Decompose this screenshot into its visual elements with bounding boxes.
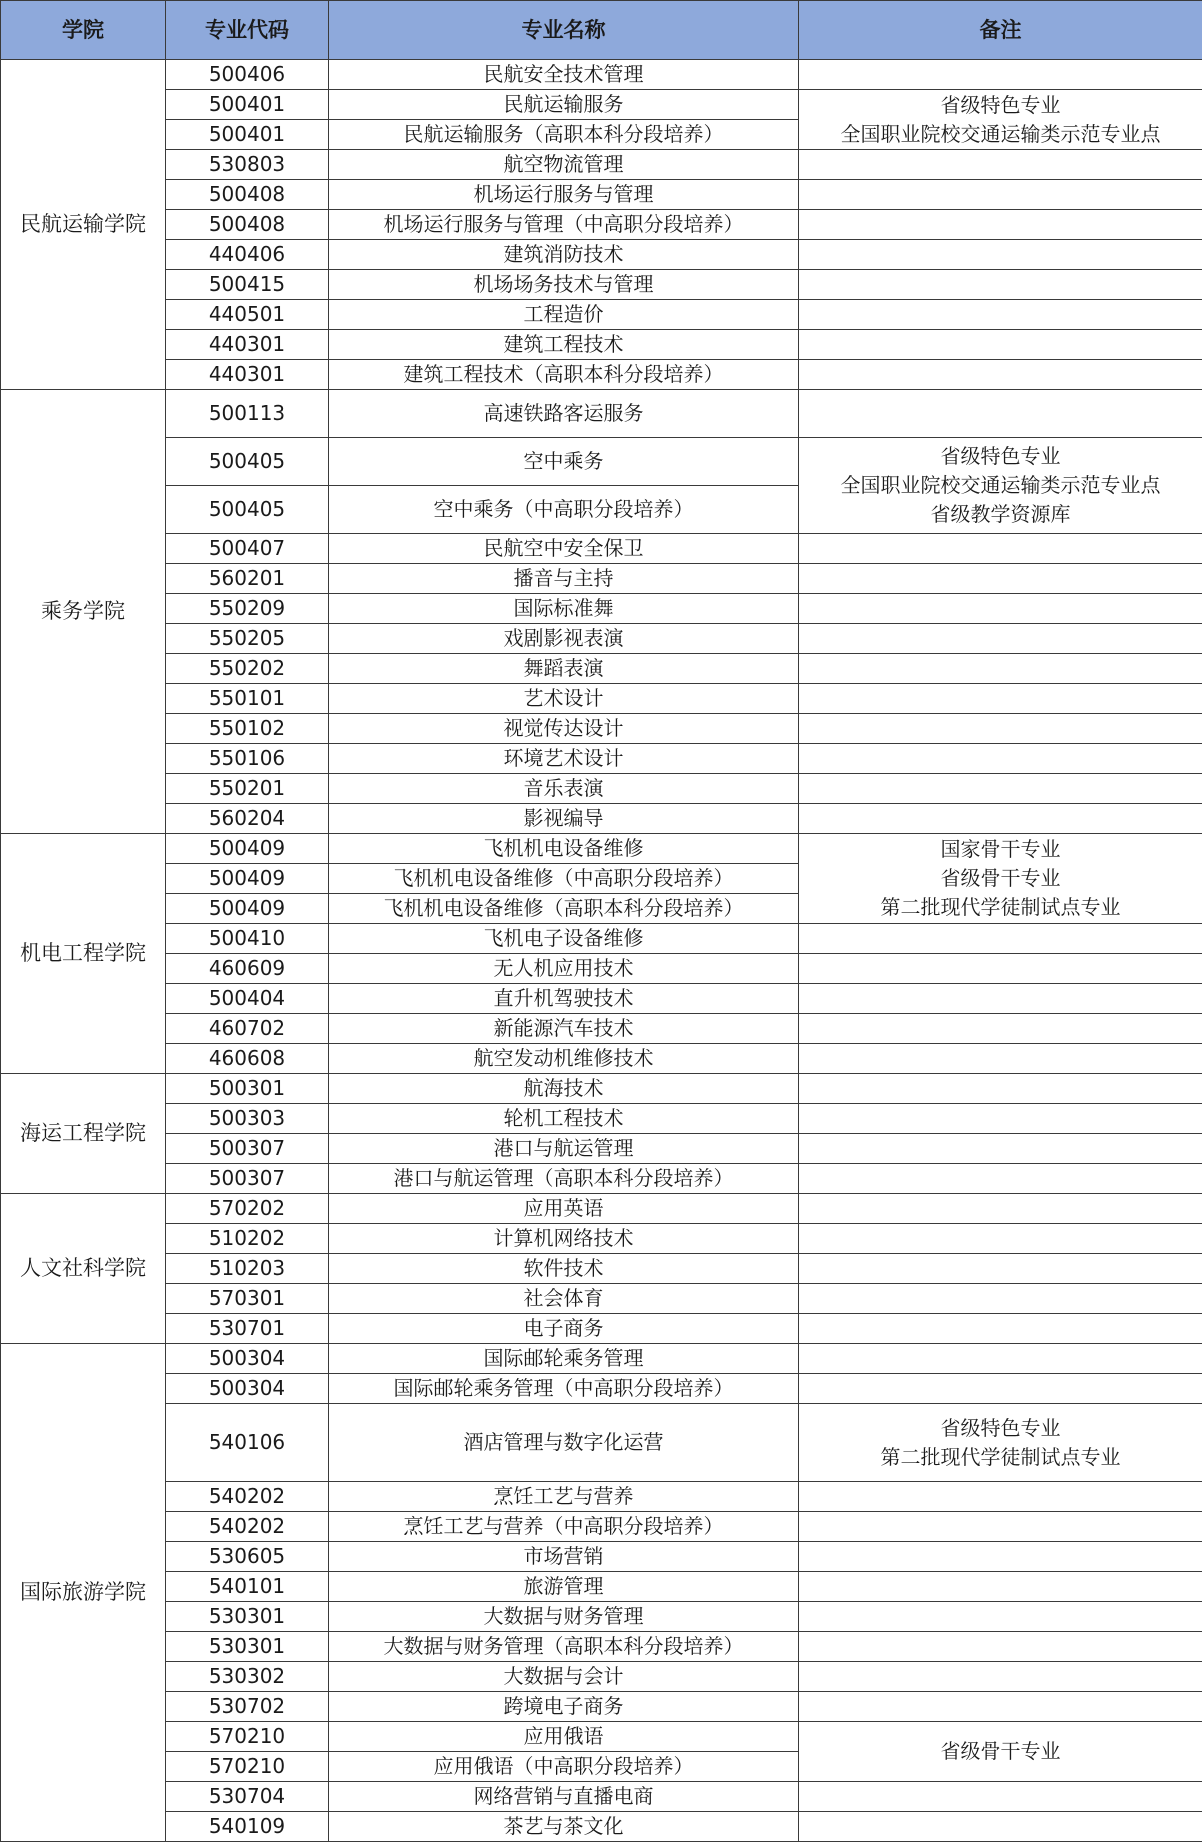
major-name-cell: 民航运输服务 (329, 90, 799, 120)
major-name-cell: 大数据与会计 (329, 1662, 799, 1692)
remark-line: 第二批现代学徒制试点专业 (799, 893, 1202, 922)
table-row (1, 1482, 1202, 1512)
table-row (1, 360, 1202, 390)
table-row (1, 774, 1202, 804)
major-code-cell: 530704 (166, 1782, 329, 1812)
major-name-cell: 港口与航运管理 (329, 1134, 799, 1164)
remark-cell (799, 534, 1202, 564)
remark-cell (799, 1572, 1202, 1602)
major-name-cell: 空中乘务（中高职分段培养） (329, 486, 799, 534)
remark-cell (799, 984, 1202, 1014)
major-name-cell: 影视编导 (329, 804, 799, 834)
table-row (1, 180, 1202, 210)
major-name-cell: 飞机机电设备维修 (329, 834, 799, 864)
major-code-cell: 550202 (166, 654, 329, 684)
major-name-cell: 机场场务技术与管理 (329, 270, 799, 300)
table-row (1, 984, 1202, 1014)
remark-line: 国家骨干专业 (799, 835, 1202, 864)
major-name-cell: 轮机工程技术 (329, 1104, 799, 1134)
major-code-cell: 510203 (166, 1254, 329, 1284)
table-row (1, 1164, 1202, 1194)
table-row (1, 330, 1202, 360)
major-code-cell: 570301 (166, 1284, 329, 1314)
remark-cell (799, 1632, 1202, 1662)
major-name-cell: 国际邮轮乘务管理（中高职分段培养） (329, 1374, 799, 1404)
table-row (1, 1572, 1202, 1602)
major-code-cell: 500405 (166, 486, 329, 534)
major-code-cell: 570210 (166, 1752, 329, 1782)
major-name-cell: 国际邮轮乘务管理 (329, 1344, 799, 1374)
major-name-cell: 港口与航运管理（高职本科分段培养） (329, 1164, 799, 1194)
remark-cell (799, 1044, 1202, 1074)
major-code-cell: 570210 (166, 1722, 329, 1752)
remark-cell (799, 1224, 1202, 1254)
major-code-cell: 540202 (166, 1512, 329, 1542)
major-code-cell: 500409 (166, 864, 329, 894)
major-code-cell: 540101 (166, 1572, 329, 1602)
remark-cell (799, 1374, 1202, 1404)
major-name-cell: 空中乘务 (329, 438, 799, 486)
remark-cell (799, 1692, 1202, 1722)
table-row (1, 1074, 1202, 1104)
major-name-cell: 环境艺术设计 (329, 744, 799, 774)
college-cell: 人文社科学院 (1, 1194, 166, 1344)
major-code-cell: 500401 (166, 120, 329, 150)
major-code-cell: 500113 (166, 390, 329, 438)
remark-cell (799, 564, 1202, 594)
major-name-cell: 新能源汽车技术 (329, 1014, 799, 1044)
major-code-cell: 530702 (166, 1692, 329, 1722)
remark-cell (799, 1404, 1202, 1482)
major-code-cell: 500401 (166, 90, 329, 120)
remark-cell (799, 330, 1202, 360)
remark-cell (799, 1104, 1202, 1134)
major-code-cell: 500406 (166, 60, 329, 90)
major-code-cell: 500408 (166, 210, 329, 240)
table-row (1, 438, 1202, 486)
major-name-cell: 跨境电子商务 (329, 1692, 799, 1722)
header-college: 学院 (1, 1, 166, 60)
table-row (1, 1512, 1202, 1542)
major-name-cell: 烹饪工艺与营养 (329, 1482, 799, 1512)
major-code-cell: 500304 (166, 1344, 329, 1374)
table-row (1, 240, 1202, 270)
major-name-cell: 民航安全技术管理 (329, 60, 799, 90)
major-code-cell: 540202 (166, 1482, 329, 1512)
remark-cell (799, 360, 1202, 390)
remark-line: 省级特色专业 (799, 91, 1202, 120)
remark-cell (799, 1284, 1202, 1314)
major-code-cell: 530301 (166, 1602, 329, 1632)
major-code-cell: 500301 (166, 1074, 329, 1104)
table-row (1, 594, 1202, 624)
remark-cell (799, 1314, 1202, 1344)
remark-line: 省级教学资源库 (799, 500, 1202, 529)
major-name-cell: 旅游管理 (329, 1572, 799, 1602)
table-row (1, 1404, 1202, 1482)
remark-cell (799, 1662, 1202, 1692)
major-name-cell: 机场运行服务与管理（中高职分段培养） (329, 210, 799, 240)
remark-cell (799, 1602, 1202, 1632)
major-code-cell: 500307 (166, 1134, 329, 1164)
major-name-cell: 网络营销与直播电商 (329, 1782, 799, 1812)
major-code-cell: 500408 (166, 180, 329, 210)
table-row (1, 804, 1202, 834)
header-code: 专业代码 (166, 1, 329, 60)
remark-cell (799, 954, 1202, 984)
header-row (1, 1, 1202, 60)
remark-cell (799, 624, 1202, 654)
major-code-cell: 440301 (166, 330, 329, 360)
major-code-cell: 540109 (166, 1812, 329, 1842)
major-code-cell: 500405 (166, 438, 329, 486)
major-code-cell: 500407 (166, 534, 329, 564)
major-name-cell: 大数据与财务管理 (329, 1602, 799, 1632)
remark-line: 省级骨干专业 (799, 864, 1202, 893)
table-row (1, 1284, 1202, 1314)
remark-cell (799, 684, 1202, 714)
table-row (1, 1722, 1202, 1752)
remark-cell (799, 834, 1202, 924)
remark-cell (799, 594, 1202, 624)
major-name-cell: 视觉传达设计 (329, 714, 799, 744)
remark-line: 省级骨干专业 (799, 1737, 1202, 1766)
major-name-cell: 大数据与财务管理（高职本科分段培养） (329, 1632, 799, 1662)
header-remark: 备注 (799, 1, 1202, 60)
major-name-cell: 建筑消防技术 (329, 240, 799, 270)
major-code-cell: 510202 (166, 1224, 329, 1254)
remark-cell (799, 1074, 1202, 1104)
college-cell: 民航运输学院 (1, 60, 166, 390)
major-name-cell: 戏剧影视表演 (329, 624, 799, 654)
major-code-cell: 440301 (166, 360, 329, 390)
table-row (1, 654, 1202, 684)
remark-cell (799, 1722, 1202, 1782)
remark-cell (799, 804, 1202, 834)
remark-cell (799, 714, 1202, 744)
college-cell: 机电工程学院 (1, 834, 166, 1074)
major-code-cell: 560204 (166, 804, 329, 834)
remark-cell (799, 210, 1202, 240)
major-code-cell: 570202 (166, 1194, 329, 1224)
table-row (1, 954, 1202, 984)
remark-cell (799, 744, 1202, 774)
major-name-cell: 工程造价 (329, 300, 799, 330)
remark-cell (799, 1254, 1202, 1284)
remark-cell (799, 270, 1202, 300)
remark-cell (799, 438, 1202, 534)
table-row (1, 1194, 1202, 1224)
table-row (1, 1692, 1202, 1722)
major-code-cell: 550101 (166, 684, 329, 714)
remark-cell (799, 1812, 1202, 1842)
table-row (1, 684, 1202, 714)
major-name-cell: 社会体育 (329, 1284, 799, 1314)
table-row (1, 300, 1202, 330)
remark-cell (799, 924, 1202, 954)
major-code-cell: 500404 (166, 984, 329, 1014)
major-code-cell: 500303 (166, 1104, 329, 1134)
table-row (1, 1104, 1202, 1134)
table-row (1, 714, 1202, 744)
major-code-cell: 500304 (166, 1374, 329, 1404)
remark-cell (799, 180, 1202, 210)
major-name-cell: 航空发动机维修技术 (329, 1044, 799, 1074)
major-code-cell: 500410 (166, 924, 329, 954)
remark-line: 全国职业院校交通运输类示范专业点 (799, 471, 1202, 500)
remark-cell (799, 150, 1202, 180)
remark-line: 全国职业院校交通运输类示范专业点 (799, 120, 1202, 149)
major-code-cell: 460608 (166, 1044, 329, 1074)
major-name-cell: 机场运行服务与管理 (329, 180, 799, 210)
major-code-cell: 550102 (166, 714, 329, 744)
table-row (1, 924, 1202, 954)
table-row (1, 534, 1202, 564)
table-row (1, 564, 1202, 594)
college-cell: 国际旅游学院 (1, 1344, 166, 1842)
table-row (1, 1662, 1202, 1692)
major-name-cell: 无人机应用技术 (329, 954, 799, 984)
table-row (1, 1044, 1202, 1074)
major-name-cell: 飞机机电设备维修（中高职分段培养） (329, 864, 799, 894)
major-name-cell: 音乐表演 (329, 774, 799, 804)
major-name-cell: 民航空中安全保卫 (329, 534, 799, 564)
remark-line: 省级特色专业 (799, 1414, 1202, 1443)
major-code-cell: 530605 (166, 1542, 329, 1572)
major-code-cell: 530803 (166, 150, 329, 180)
table-row (1, 624, 1202, 654)
major-name-cell: 艺术设计 (329, 684, 799, 714)
major-code-cell: 500409 (166, 834, 329, 864)
table-row (1, 1632, 1202, 1662)
remark-cell (799, 1194, 1202, 1224)
table-row (1, 1782, 1202, 1812)
major-name-cell: 直升机驾驶技术 (329, 984, 799, 1014)
major-name-cell: 播音与主持 (329, 564, 799, 594)
remark-cell (799, 774, 1202, 804)
header-name: 专业名称 (329, 1, 799, 60)
major-name-cell: 应用俄语（中高职分段培养） (329, 1752, 799, 1782)
major-code-cell: 550106 (166, 744, 329, 774)
table-row (1, 390, 1202, 438)
major-name-cell: 烹饪工艺与营养（中高职分段培养） (329, 1512, 799, 1542)
major-name-cell: 国际标准舞 (329, 594, 799, 624)
major-name-cell: 市场营销 (329, 1542, 799, 1572)
major-code-cell: 500409 (166, 894, 329, 924)
major-name-cell: 建筑工程技术（高职本科分段培养） (329, 360, 799, 390)
major-name-cell: 软件技术 (329, 1254, 799, 1284)
major-name-cell: 酒店管理与数字化运营 (329, 1404, 799, 1482)
table-row (1, 90, 1202, 120)
major-code-cell: 550201 (166, 774, 329, 804)
table-row (1, 1134, 1202, 1164)
major-code-cell: 500307 (166, 1164, 329, 1194)
table-row (1, 744, 1202, 774)
table-row (1, 1344, 1202, 1374)
remark-cell (799, 1014, 1202, 1044)
remark-cell (799, 1482, 1202, 1512)
major-code-cell: 560201 (166, 564, 329, 594)
table-row (1, 150, 1202, 180)
table-body (1, 60, 1202, 1842)
college-cell: 乘务学院 (1, 390, 166, 834)
major-name-cell: 茶艺与茶文化 (329, 1812, 799, 1842)
table-row (1, 1014, 1202, 1044)
major-name-cell: 舞蹈表演 (329, 654, 799, 684)
major-code-cell: 460702 (166, 1014, 329, 1044)
table-row (1, 1602, 1202, 1632)
major-code-cell: 550209 (166, 594, 329, 624)
remark-cell (799, 390, 1202, 438)
remark-cell (799, 60, 1202, 90)
major-name-cell: 应用英语 (329, 1194, 799, 1224)
table-row (1, 834, 1202, 864)
major-code-cell: 440501 (166, 300, 329, 330)
table-row (1, 1254, 1202, 1284)
remark-cell (799, 1782, 1202, 1812)
remark-cell (799, 300, 1202, 330)
major-name-cell: 高速铁路客运服务 (329, 390, 799, 438)
major-code-cell: 530302 (166, 1662, 329, 1692)
college-cell: 海运工程学院 (1, 1074, 166, 1194)
table-row (1, 1314, 1202, 1344)
table-row (1, 60, 1202, 90)
remark-line: 第二批现代学徒制试点专业 (799, 1443, 1202, 1472)
remark-cell (799, 1164, 1202, 1194)
table-row (1, 1224, 1202, 1254)
major-name-cell: 航空物流管理 (329, 150, 799, 180)
major-code-cell: 460609 (166, 954, 329, 984)
major-name-cell: 航海技术 (329, 1074, 799, 1104)
remark-line: 省级特色专业 (799, 442, 1202, 471)
remark-cell (799, 1512, 1202, 1542)
remark-cell (799, 90, 1202, 150)
table-row (1, 210, 1202, 240)
table-row (1, 1374, 1202, 1404)
remark-cell (799, 1542, 1202, 1572)
major-code-cell: 530701 (166, 1314, 329, 1344)
major-name-cell: 建筑工程技术 (329, 330, 799, 360)
major-name-cell: 电子商务 (329, 1314, 799, 1344)
major-name-cell: 飞机机电设备维修（高职本科分段培养） (329, 894, 799, 924)
remark-cell (799, 240, 1202, 270)
table-row (1, 1812, 1202, 1842)
major-code-cell: 500415 (166, 270, 329, 300)
table-row (1, 270, 1202, 300)
major-code-cell: 530301 (166, 1632, 329, 1662)
major-name-cell: 应用俄语 (329, 1722, 799, 1752)
major-name-cell: 民航运输服务（高职本科分段培养） (329, 120, 799, 150)
major-code-cell: 540106 (166, 1404, 329, 1482)
remark-cell (799, 1134, 1202, 1164)
major-name-cell: 飞机电子设备维修 (329, 924, 799, 954)
remark-cell (799, 654, 1202, 684)
major-code-cell: 550205 (166, 624, 329, 654)
remark-cell (799, 1344, 1202, 1374)
table-row (1, 1542, 1202, 1572)
major-name-cell: 计算机网络技术 (329, 1224, 799, 1254)
major-code-cell: 440406 (166, 240, 329, 270)
